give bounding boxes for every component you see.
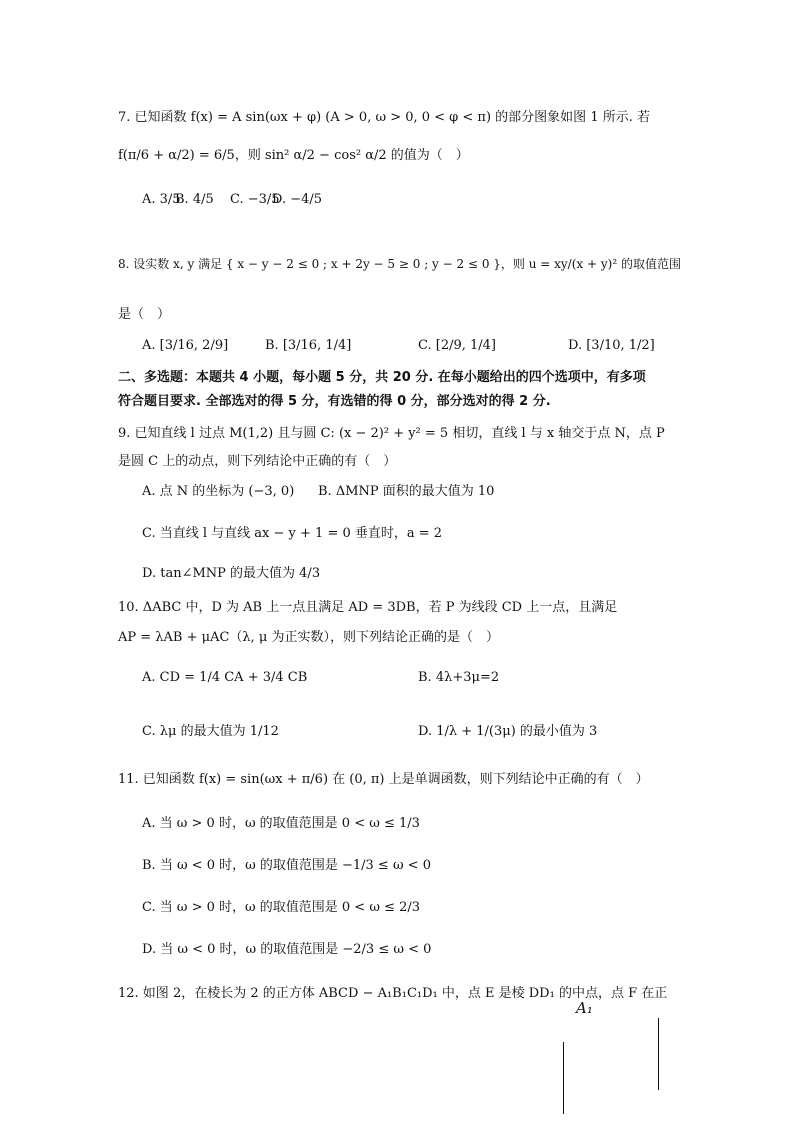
- q8-option-a: A. [3/16, 2/9]: [142, 338, 229, 353]
- section-heading-line-2: 符合题目要求. 全部选对的得 5 分，有选错的得 0 分，部分选对的得 2 分.: [118, 394, 551, 409]
- q8-option-b: B. [3/16, 1/4]: [265, 338, 352, 353]
- q7-option-b: B. 4/5: [175, 192, 214, 207]
- q9-option-b: B. ΔMNP 面积的最大值为 10: [318, 484, 495, 499]
- q11-option-a: A. 当 ω > 0 时，ω 的取值范围是 0 < ω ≤ 1/3: [142, 816, 420, 831]
- q8-option-c: C. [2/9, 1/4]: [418, 338, 496, 353]
- question-10-line-1: 10. ΔABC 中，D 为 AB 上一点且满足 AD = 3DB，若 P 为线段 CD 上一点，且满足: [118, 600, 618, 615]
- question-10-line-2: AP = λAB + μAC（λ, μ 为正实数），则下列结论正确的是（ ）: [118, 630, 499, 645]
- q9-option-c: C. 当直线 l 与直线 ax − y + 1 = 0 垂直时，a = 2: [142, 526, 443, 541]
- q10-option-c: C. λμ 的最大值为 1/12: [142, 724, 279, 739]
- q11-option-c: C. 当 ω > 0 时，ω 的取值范围是 0 < ω ≤ 2/3: [142, 900, 421, 915]
- q9-option-a: A. 点 N 的坐标为 (−3, 0): [142, 484, 295, 499]
- q10-option-d: D. 1/λ + 1/(3μ) 的最小值为 3: [418, 724, 598, 739]
- section-heading: [118, 366, 683, 414]
- q7-option-a: A. 3/5: [142, 192, 181, 207]
- q10-option-b: B. 4λ+3μ=2: [418, 670, 500, 685]
- question-7-line-2: f(π/6 + α/2) = 6/5，则 sin² α/2 − cos² α/2 的值为（ ）: [118, 148, 469, 163]
- q7-option-d: D. −4/5: [272, 192, 323, 207]
- question-8-line-2: 是（ ）: [118, 307, 171, 322]
- q9-option-d: D. tan∠MNP 的最大值为 4/3: [142, 566, 321, 581]
- question-7-line-1: 7. 已知函数 f(x) = A sin(ωx + φ) (A > 0, ω > 0, 0 < φ < π) 的部分图象如图 1 所示. 若: [118, 110, 650, 125]
- q8-option-d: D. [3/10, 1/2]: [568, 338, 655, 353]
- q11-option-d: D. 当 ω < 0 时，ω 的取值范围是 −2/3 ≤ ω < 0: [142, 942, 432, 957]
- question-9-line-2: 是圆 C 上的动点，则下列结论中正确的有（ ）: [118, 454, 397, 469]
- figure-vertex-label: A₁: [576, 999, 593, 1017]
- question-11-line-1: 11. 已知函数 f(x) = sin(ωx + π/6) 在 (0, π) 上是单调函数，则下列结论中正确的有（ ）: [118, 772, 649, 787]
- q11-option-b: B. 当 ω < 0 时，ω 的取值范围是 −1/3 ≤ ω < 0: [142, 858, 431, 873]
- question-8-line-1: 8. 设实数 x, y 满足 { x − y − 2 ≤ 0 ; x + 2y − 5 ≥ 0 ; y − 2 ≤ 0 }，则 u = xy/(x + y)² 的取值范围: [118, 257, 681, 271]
- figure-edge-right: [658, 1018, 659, 1090]
- question-9-line-1: 9. 已知直线 l 过点 M(1,2) 且与圆 C: (x − 2)² + y² = 5 相切，直线 l 与 x 轴交于点 N，点 P: [118, 426, 665, 441]
- q7-option-c: C. −3/5: [230, 192, 280, 207]
- question-12-line-1: 12. 如图 2，在棱长为 2 的正方体 ABCD − A₁B₁C₁D₁ 中，点 E 是棱 DD₁ 的中点，点 F 在正: [118, 986, 668, 1001]
- figure-edge-left: [563, 1042, 564, 1114]
- section-heading-line-1: 二、多选题：本题共 4 小题，每小题 5 分，共 20 分. 在每小题给出的四个选项中，有多项: [118, 370, 646, 385]
- q10-option-a: A. CD = 1/4 CA + 3/4 CB: [142, 670, 308, 685]
